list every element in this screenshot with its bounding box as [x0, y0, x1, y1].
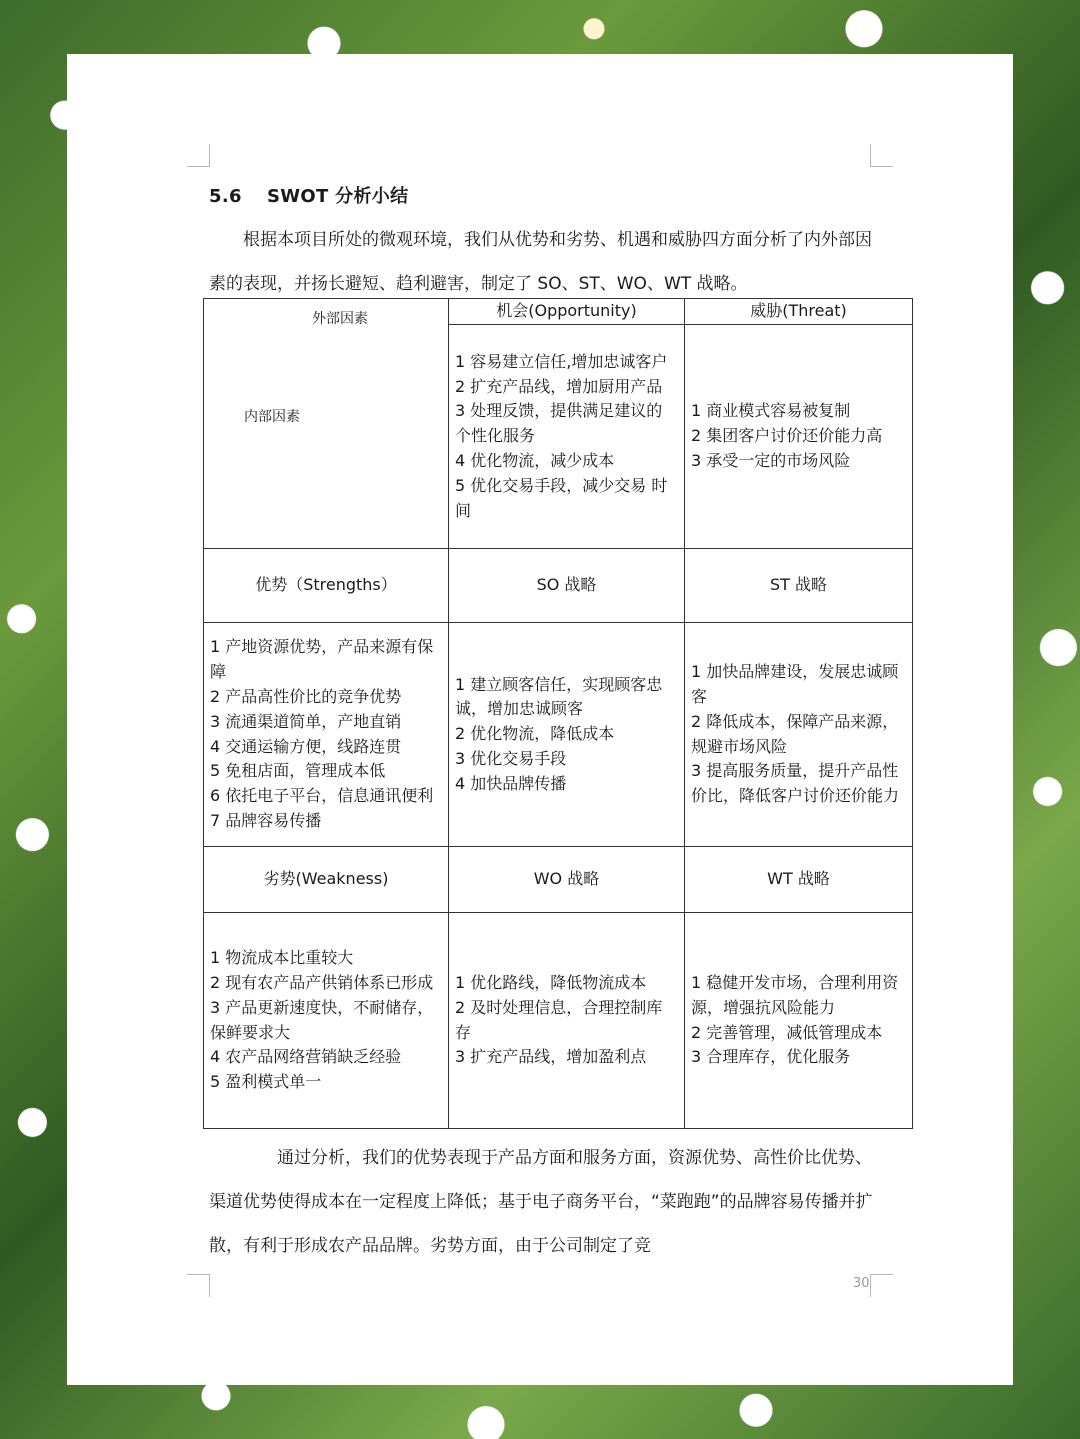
intro-paragraph: [209, 218, 879, 306]
list-item: 3 优化交易手段: [455, 748, 567, 768]
list-item: 2 完善管理，减低管理成本: [691, 1022, 883, 1042]
list-item: 3 提高服务质量，提升产品性价比，降低客户讨价还价能力: [691, 761, 900, 806]
wo-strategies-cell: [449, 913, 685, 1129]
page-number: 30: [853, 1276, 870, 1291]
threats-cell: [685, 325, 913, 549]
list-item: 1 加快品牌建设，发展忠诚顾客: [691, 662, 899, 706]
list-item: 2 集团客户讨价还价能力高: [691, 426, 883, 446]
so-strategies-cell: [449, 623, 685, 847]
st-strategy-header: ST 战略: [685, 549, 913, 623]
internal-factor-label: 内部因素: [244, 409, 300, 425]
list-item: 2 产品高性价比的竞争优势: [210, 686, 402, 706]
list-item: 5 盈利模式单一: [210, 1072, 322, 1092]
list-item: 5 优化交易手段，减少交易 时间: [455, 475, 668, 520]
list-item: 1 物流成本比重较大: [210, 948, 354, 968]
list-item: 2 扩充产品线，增加厨用产品: [455, 376, 663, 396]
st-strategies-cell: [685, 623, 913, 847]
list-item: 2 优化物流，降低成本: [455, 724, 615, 744]
swot-table: [203, 298, 913, 1129]
so-strategy-header: SO 战略: [449, 549, 685, 623]
section-heading: [209, 182, 408, 208]
list-item: 1 商业模式容易被复制: [691, 401, 851, 421]
list-item: 1 稳健开发市场，合理利用资源，增强抗风险能力: [691, 972, 899, 1017]
crop-mark-bottom-left: [187, 1274, 210, 1297]
list-item: 3 产品更新速度快，不耐储存，保鲜要求大: [210, 997, 434, 1042]
list-item: 2 现有农产品产供销体系已形成: [210, 972, 434, 992]
list-item: 2 降低成本，保障产品来源，规避市场风险: [691, 711, 899, 756]
conclusion-paragraph: [209, 1136, 879, 1268]
list-item: 5 免租店面，管理成本低: [210, 761, 386, 781]
wo-strategy-header: WO 战略: [449, 847, 685, 913]
strengths-header: 优势（Strengths）: [204, 549, 449, 623]
list-item: 3 承受一定的市场风险: [691, 450, 851, 470]
list-item: 3 扩充产品线，增加盈利点: [455, 1047, 647, 1067]
threat-header: 威胁(Threat): [685, 299, 913, 325]
list-item: 1 优化路线，降低物流成本: [455, 972, 647, 992]
list-item: 3 流通渠道简单，产地直销: [210, 711, 402, 731]
list-item: 3 合理库存，优化服务: [691, 1047, 851, 1067]
opportunities-cell: [449, 325, 685, 549]
list-item: 1 容易建立信任,增加忠诚客户: [455, 351, 668, 371]
list-item: 1 建立顾客信任，实现顾客忠诚，增加忠诚顾客: [455, 674, 663, 719]
list-item: 4 优化物流，减少成本: [455, 450, 615, 470]
conclusion-text: 通过分析，我们的优势表现于产品方面和服务方面，资源优势、高性价比优势、渠道优势使得成本在一定程度上降低；基于电子商务平台，“菜跑跑”的品牌容易传播并扩散，有利于形成农产品品牌。劣势方面，由于公司制定了竞: [209, 1148, 873, 1256]
list-item: 2 及时处理信息，合理控制库存: [455, 997, 663, 1042]
wt-strategy-header: WT 战略: [685, 847, 913, 913]
external-factor-label: 外部因素: [312, 311, 368, 327]
opportunity-header: 机会(Opportunity): [449, 299, 685, 325]
crop-mark-bottom-right: [870, 1274, 893, 1297]
weakness-header: 劣势(Weakness): [204, 847, 449, 913]
document-page: [67, 54, 1013, 1385]
crop-mark-top-left: [187, 144, 210, 167]
factor-header-cell: [204, 299, 449, 549]
list-item: 3 处理反馈，提供满足建议的个性化服务: [455, 401, 663, 446]
weaknesses-cell: [204, 913, 449, 1129]
list-item: 7 品牌容易传播: [210, 810, 322, 830]
list-item: 4 交通运输方便，线路连贯: [210, 736, 402, 756]
strengths-cell: [204, 623, 449, 847]
list-item: 4 农产品网络营销缺乏经验: [210, 1047, 402, 1067]
intro-text: 根据本项目所处的微观环境，我们从优势和劣势、机遇和威胁四方面分析了内外部因素的表现，并扬长避短、趋利避害，制定了 SO、ST、WO、WT 战略。: [209, 230, 872, 294]
section-title: SWOT 分析小结: [267, 186, 409, 207]
list-item: 6 依托电子平台，信息通讯便利: [210, 786, 434, 806]
list-item: 1 产地资源优势，产品来源有保障: [210, 637, 434, 682]
crop-mark-top-right: [870, 144, 893, 167]
section-number: 5.6: [209, 186, 242, 207]
wt-strategies-cell: [685, 913, 913, 1129]
list-item: 4 加快品牌传播: [455, 773, 567, 793]
